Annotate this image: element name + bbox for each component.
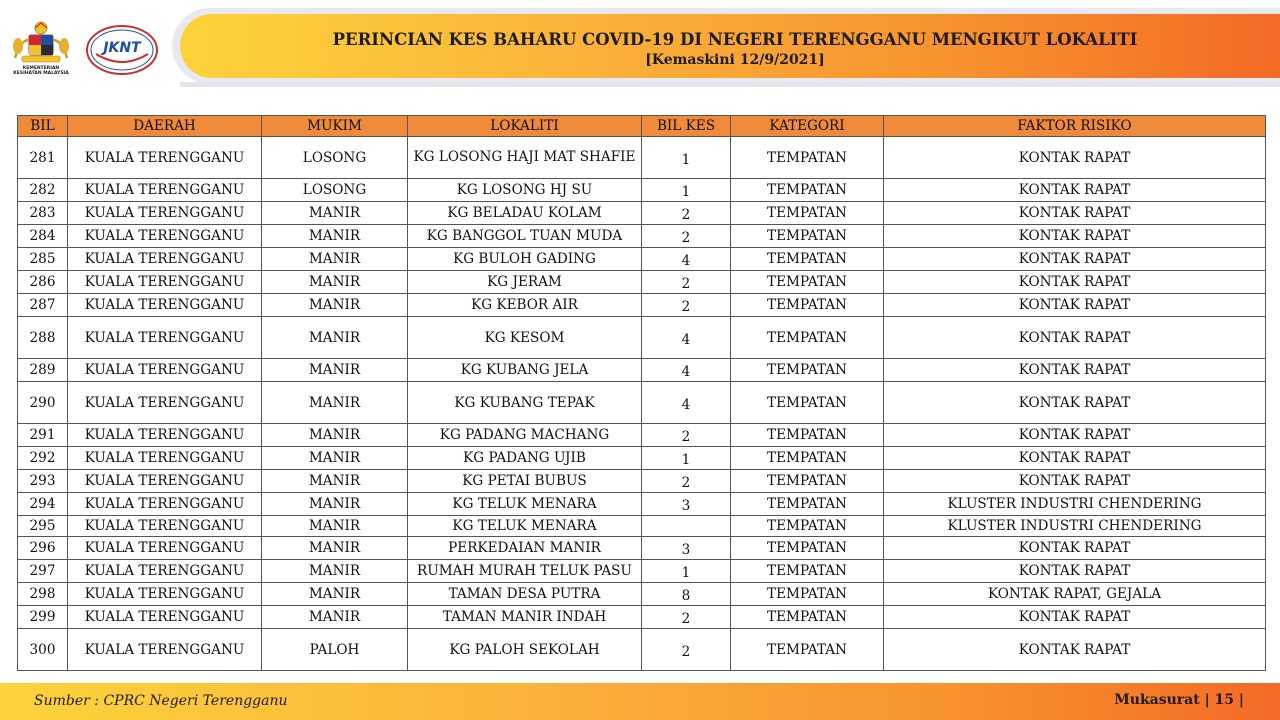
cell-kategori: TEMPATAN (731, 359, 884, 382)
cell-lokaliti: KG PALOH SEKOLAH (408, 629, 642, 671)
cell-bil-kes: 4 (642, 317, 731, 359)
cell-faktor-risiko: KONTAK RAPAT (884, 179, 1266, 202)
cell-mukim: MANIR (262, 317, 408, 359)
cell-daerah: KUALA TERENGGANU (68, 137, 262, 179)
coat-of-arms-icon (10, 20, 72, 66)
table-row (18, 606, 1266, 629)
cell-bil: 289 (18, 359, 68, 382)
table-row (18, 537, 1266, 560)
cell-daerah: KUALA TERENGGANU (68, 447, 262, 470)
cell-bil: 292 (18, 447, 68, 470)
cell-faktor-risiko: KONTAK RAPAT (884, 537, 1266, 560)
table-row (18, 179, 1266, 202)
cell-faktor-risiko: KLUSTER INDUSTRI CHENDERING (884, 493, 1266, 516)
cell-daerah: KUALA TERENGGANU (68, 629, 262, 671)
cell-faktor-risiko: KONTAK RAPAT (884, 424, 1266, 447)
cell-lokaliti: KG BANGGOL TUAN MUDA (408, 225, 642, 248)
cell-bil-kes: 4 (642, 359, 731, 382)
page-number: Mukasurat | 15 | (1114, 692, 1244, 708)
cell-daerah: KUALA TERENGGANU (68, 317, 262, 359)
cell-mukim: MANIR (262, 470, 408, 493)
cell-lokaliti: KG TELUK MENARA (408, 516, 642, 537)
cell-bil: 288 (18, 317, 68, 359)
cell-kategori: TEMPATAN (731, 225, 884, 248)
cell-faktor-risiko: KONTAK RAPAT (884, 382, 1266, 424)
cell-kategori: TEMPATAN (731, 382, 884, 424)
cell-kategori: TEMPATAN (731, 629, 884, 671)
cell-daerah: KUALA TERENGGANU (68, 248, 262, 271)
cell-daerah: KUALA TERENGGANU (68, 493, 262, 516)
cell-faktor-risiko: KONTAK RAPAT (884, 202, 1266, 225)
cell-daerah: KUALA TERENGGANU (68, 359, 262, 382)
cell-mukim: MANIR (262, 225, 408, 248)
cell-lokaliti: KG KUBANG TEPAK (408, 382, 642, 424)
table-row (18, 629, 1266, 671)
cell-kategori: TEMPATAN (731, 424, 884, 447)
moh-logo (10, 20, 72, 80)
cell-bil: 297 (18, 560, 68, 583)
col-header-lokaliti: LOKALITI (408, 116, 642, 137)
cell-bil-kes: 2 (642, 424, 731, 447)
table-row (18, 137, 1266, 179)
cell-mukim: MANIR (262, 202, 408, 225)
cell-faktor-risiko: KONTAK RAPAT (884, 317, 1266, 359)
table-row (18, 447, 1266, 470)
cell-bil-kes: 2 (642, 294, 731, 317)
cell-daerah: KUALA TERENGGANU (68, 294, 262, 317)
cell-faktor-risiko: KONTAK RAPAT (884, 359, 1266, 382)
jknt-logo (84, 24, 160, 76)
table-row (18, 294, 1266, 317)
cell-bil-kes: 2 (642, 202, 731, 225)
cases-table (17, 115, 1266, 671)
cell-bil-kes: 1 (642, 560, 731, 583)
cell-bil-kes: 1 (642, 137, 731, 179)
col-header-faktor-risiko: FAKTOR RISIKO (884, 116, 1266, 137)
cell-faktor-risiko: KONTAK RAPAT (884, 137, 1266, 179)
cell-kategori: TEMPATAN (731, 137, 884, 179)
cell-bil: 283 (18, 202, 68, 225)
cell-bil: 284 (18, 225, 68, 248)
cell-daerah: KUALA TERENGGANU (68, 560, 262, 583)
cell-mukim: MANIR (262, 382, 408, 424)
cell-mukim: MANIR (262, 359, 408, 382)
cell-kategori: TEMPATAN (731, 271, 884, 294)
cell-lokaliti: KG LOSONG HJ SU (408, 179, 642, 202)
cell-lokaliti: KG PETAI BUBUS (408, 470, 642, 493)
cell-bil-kes: 3 (642, 493, 731, 516)
cell-bil: 287 (18, 294, 68, 317)
cell-kategori: TEMPATAN (731, 202, 884, 225)
cell-mukim: MANIR (262, 583, 408, 606)
cell-daerah: KUALA TERENGGANU (68, 583, 262, 606)
cell-bil-kes: 8 (642, 583, 731, 606)
cell-mukim: MANIR (262, 271, 408, 294)
cell-lokaliti: KG PADANG MACHANG (408, 424, 642, 447)
table-row (18, 359, 1266, 382)
table-row (18, 271, 1266, 294)
table-row (18, 470, 1266, 493)
cell-lokaliti: PERKEDAIAN MANIR (408, 537, 642, 560)
cell-bil-kes: 3 (642, 537, 731, 560)
cell-lokaliti: KG JERAM (408, 271, 642, 294)
cell-faktor-risiko: KONTAK RAPAT (884, 606, 1266, 629)
cell-bil: 282 (18, 179, 68, 202)
col-header-kategori: KATEGORI (731, 116, 884, 137)
cell-bil-kes: 2 (642, 470, 731, 493)
cell-faktor-risiko: KLUSTER INDUSTRI CHENDERING (884, 516, 1266, 537)
cell-daerah: KUALA TERENGGANU (68, 382, 262, 424)
cell-bil-kes: 4 (642, 248, 731, 271)
cell-daerah: KUALA TERENGGANU (68, 470, 262, 493)
col-header-mukim: MUKIM (262, 116, 408, 137)
cell-faktor-risiko: KONTAK RAPAT (884, 294, 1266, 317)
page-subtitle: [Kemaskini 12/9/2021] (645, 52, 825, 68)
cell-lokaliti: TAMAN DESA PUTRA (408, 583, 642, 606)
table-row (18, 424, 1266, 447)
cell-kategori: TEMPATAN (731, 179, 884, 202)
cell-kategori: TEMPATAN (731, 447, 884, 470)
cell-daerah: KUALA TERENGGANU (68, 225, 262, 248)
svg-text:JKNT: JKNT (103, 40, 141, 56)
table-row (18, 202, 1266, 225)
cell-bil: 281 (18, 137, 68, 179)
cell-faktor-risiko: KONTAK RAPAT (884, 447, 1266, 470)
cell-kategori: TEMPATAN (731, 516, 884, 537)
cell-mukim: LOSONG (262, 179, 408, 202)
cell-kategori: TEMPATAN (731, 560, 884, 583)
cell-bil: 298 (18, 583, 68, 606)
table-row (18, 317, 1266, 359)
cell-lokaliti: KG KUBANG JELA (408, 359, 642, 382)
cell-kategori: TEMPATAN (731, 493, 884, 516)
cell-bil-kes: 1 (642, 447, 731, 470)
cell-lokaliti: KG LOSONG HAJI MAT SHAFIE (408, 137, 642, 179)
col-header-daerah: DAERAH (68, 116, 262, 137)
cell-lokaliti: KG PADANG UJIB (408, 447, 642, 470)
cell-lokaliti: KG TELUK MENARA (408, 493, 642, 516)
cell-daerah: KUALA TERENGGANU (68, 202, 262, 225)
cell-daerah: KUALA TERENGGANU (68, 537, 262, 560)
cell-kategori: TEMPATAN (731, 248, 884, 271)
cell-bil: 285 (18, 248, 68, 271)
cell-daerah: KUALA TERENGGANU (68, 271, 262, 294)
cell-bil: 294 (18, 493, 68, 516)
cell-bil-kes: 4 (642, 382, 731, 424)
cell-kategori: TEMPATAN (731, 317, 884, 359)
cell-bil-kes: 1 (642, 179, 731, 202)
cell-mukim: MANIR (262, 294, 408, 317)
cell-lokaliti: TAMAN MANIR INDAH (408, 606, 642, 629)
table-header-row (18, 116, 1266, 137)
cell-daerah: KUALA TERENGGANU (68, 516, 262, 537)
cell-mukim: MANIR (262, 424, 408, 447)
cell-mukim: PALOH (262, 629, 408, 671)
cell-daerah: KUALA TERENGGANU (68, 606, 262, 629)
cell-bil: 295 (18, 516, 68, 537)
cell-bil-kes: 2 (642, 271, 731, 294)
cell-mukim: LOSONG (262, 137, 408, 179)
cell-bil: 291 (18, 424, 68, 447)
cell-faktor-risiko: KONTAK RAPAT, GEJALA (884, 583, 1266, 606)
header-underline (180, 82, 1280, 87)
table-row (18, 493, 1266, 516)
cell-bil: 300 (18, 629, 68, 671)
cell-kategori: TEMPATAN (731, 537, 884, 560)
cell-kategori: TEMPATAN (731, 470, 884, 493)
cell-mukim: MANIR (262, 516, 408, 537)
cell-faktor-risiko: KONTAK RAPAT (884, 248, 1266, 271)
table-row (18, 560, 1266, 583)
cell-daerah: KUALA TERENGGANU (68, 424, 262, 447)
cell-lokaliti: KG BULOH GADING (408, 248, 642, 271)
cell-kategori: TEMPATAN (731, 294, 884, 317)
table-row (18, 248, 1266, 271)
page-title: PERINCIAN KES BAHARU COVID-19 DI NEGERI TERENGGANU MENGIKUT LOKALITI (332, 30, 1138, 49)
table-row (18, 583, 1266, 606)
cell-bil-kes: 2 (642, 629, 731, 671)
moh-logo-caption: KEMENTERIAN KESIHATAN MALAYSIA (13, 66, 69, 76)
col-header-bil: BIL (18, 116, 68, 137)
cell-faktor-risiko: KONTAK RAPAT (884, 560, 1266, 583)
cell-kategori: TEMPATAN (731, 606, 884, 629)
jknt-emblem-icon (84, 24, 160, 76)
source-note: Sumber : CPRC Negeri Terengganu (34, 693, 288, 709)
cell-bil: 293 (18, 470, 68, 493)
cell-bil: 299 (18, 606, 68, 629)
cell-faktor-risiko: KONTAK RAPAT (884, 271, 1266, 294)
cell-bil-kes: 2 (642, 606, 731, 629)
cell-daerah: KUALA TERENGGANU (68, 179, 262, 202)
cell-lokaliti: KG KESOM (408, 317, 642, 359)
table-row (18, 225, 1266, 248)
cell-bil-kes (642, 516, 731, 537)
col-header-bil-kes: BIL KES (642, 116, 731, 137)
cell-faktor-risiko: KONTAK RAPAT (884, 470, 1266, 493)
cell-kategori: TEMPATAN (731, 583, 884, 606)
cell-lokaliti: RUMAH MURAH TELUK PASU (408, 560, 642, 583)
cell-faktor-risiko: KONTAK RAPAT (884, 225, 1266, 248)
cell-lokaliti: KG KEBOR AIR (408, 294, 642, 317)
cell-mukim: MANIR (262, 248, 408, 271)
cell-bil: 296 (18, 537, 68, 560)
cell-mukim: MANIR (262, 560, 408, 583)
cell-lokaliti: KG BELADAU KOLAM (408, 202, 642, 225)
table-row (18, 516, 1266, 537)
cell-faktor-risiko: KONTAK RAPAT (884, 629, 1266, 671)
cell-mukim: MANIR (262, 606, 408, 629)
cell-bil: 286 (18, 271, 68, 294)
cell-mukim: MANIR (262, 447, 408, 470)
cell-mukim: MANIR (262, 537, 408, 560)
cell-mukim: MANIR (262, 493, 408, 516)
cell-bil-kes: 2 (642, 225, 731, 248)
table-row (18, 382, 1266, 424)
cell-bil: 290 (18, 382, 68, 424)
